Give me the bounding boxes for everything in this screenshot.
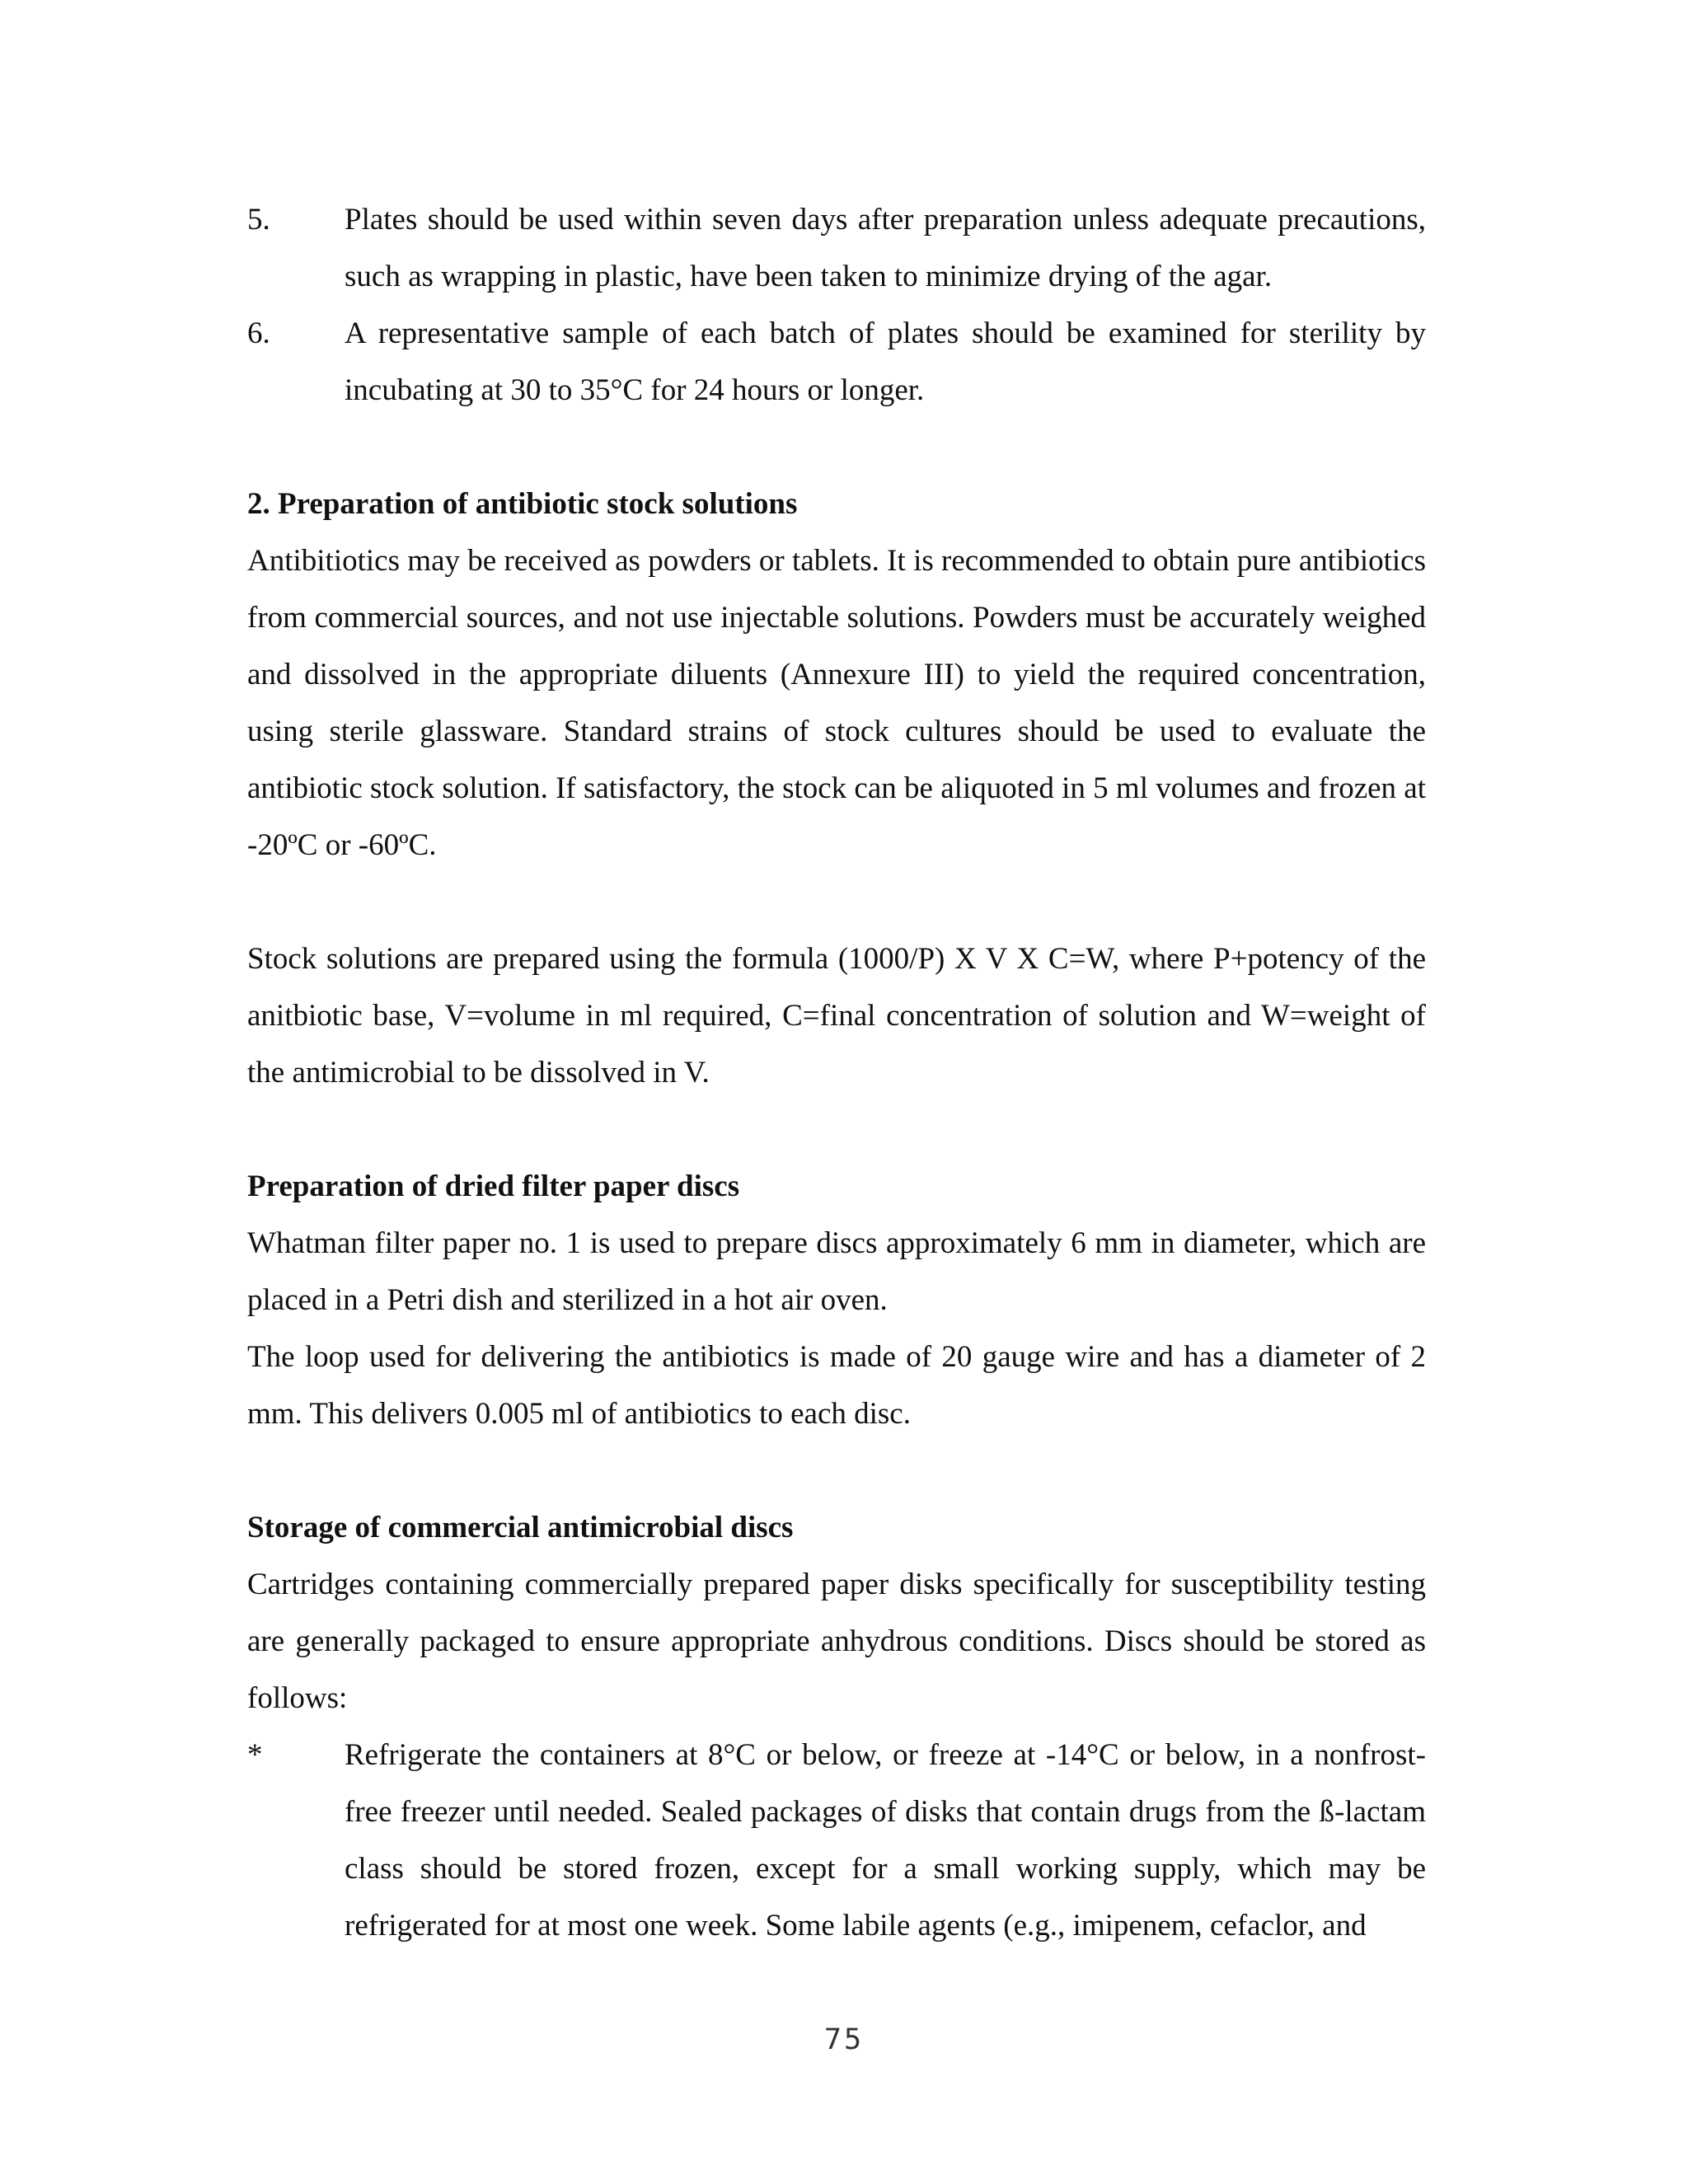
paragraph-stock-formula: Stock solutions are prepared using the formula (1000/P) X V X C=W, where P+potency of the anitbiotic base, V=volume in ml required, C=final concentration of solution and W=weight of the antimicrobial to be dissolved in V. <box>247 942 1426 1090</box>
list-item-text: A representative sample of each batch of plates should be examined for sterility by incubating at 30 to 35°C for 24 hours or longer. <box>345 316 1426 407</box>
bullet-item-text: Refrigerate the containers at 8°C or below, or freeze at -14°C or below, in a nonfrost-free freezer until needed. Sealed packages of disks that contain drugs from the ß-lactam class should be stored frozen, except for a small working supply, which may be refrigerated for at most one week. Some labile agents (e.g., imipenem, cefaclor, and <box>345 1738 1426 1943</box>
bullet-item-refrigerate <box>247 1727 1426 1954</box>
paragraph-storage-intro: Cartridges containing commercially prepared paper disks specifically for susceptibility testing are generally packaged to ensure appropriate anhydrous conditions. Discs should be stored as follows: <box>247 1568 1426 1715</box>
list-item-5 <box>247 191 1426 305</box>
paragraph-discs-whatman: Whatman filter paper no. 1 is used to prepare discs approximately 6 mm in diameter, which are placed in a Petri dish and sterilized in a hot air oven. <box>247 1226 1426 1317</box>
list-marker: 5. <box>247 203 270 237</box>
paragraph-stock-intro: Antibitiotics may be received as powders or tablets. It is recommended to obtain pure antibiotics from commercial sources, and not use injectable solutions. Powders must be accurately weighed and dissolved in the appropriate diluents (Annexure III) to yield the required concentration, using sterile glassware. Standard strains of stock cultures should be used to evaluate the antibiotic stock solution. If satisfactory, the stock can be aliquoted in 5 ml volumes and frozen at -20ºC or -60ºC. <box>247 544 1426 862</box>
list-item-6 <box>247 305 1426 419</box>
spacer <box>247 419 1426 476</box>
spacer <box>247 874 1426 930</box>
page-body <box>247 191 1426 1954</box>
spacer <box>247 1101 1426 1158</box>
spacer <box>247 1442 1426 1499</box>
paragraph-discs-loop: The loop used for delivering the antibiotics is made of 20 gauge wire and has a diameter of 2 mm. This delivers 0.005 ml of antibiotics to each disc. <box>247 1340 1426 1431</box>
list-marker: 6. <box>247 316 270 350</box>
heading-filter-paper-discs: Preparation of dried filter paper discs <box>247 1169 740 1203</box>
bullet-marker: * <box>247 1738 263 1772</box>
page-number: 75 <box>823 2023 865 2056</box>
list-item-text: Plates should be used within seven days after preparation unless adequate precautions, such as wrapping in plastic, have been taken to minimize drying of the agar. <box>345 203 1426 293</box>
heading-disc-storage: Storage of commercial antimicrobial discs <box>247 1511 794 1544</box>
heading-stock-solutions: 2. Preparation of antibiotic stock solutions <box>247 487 798 521</box>
